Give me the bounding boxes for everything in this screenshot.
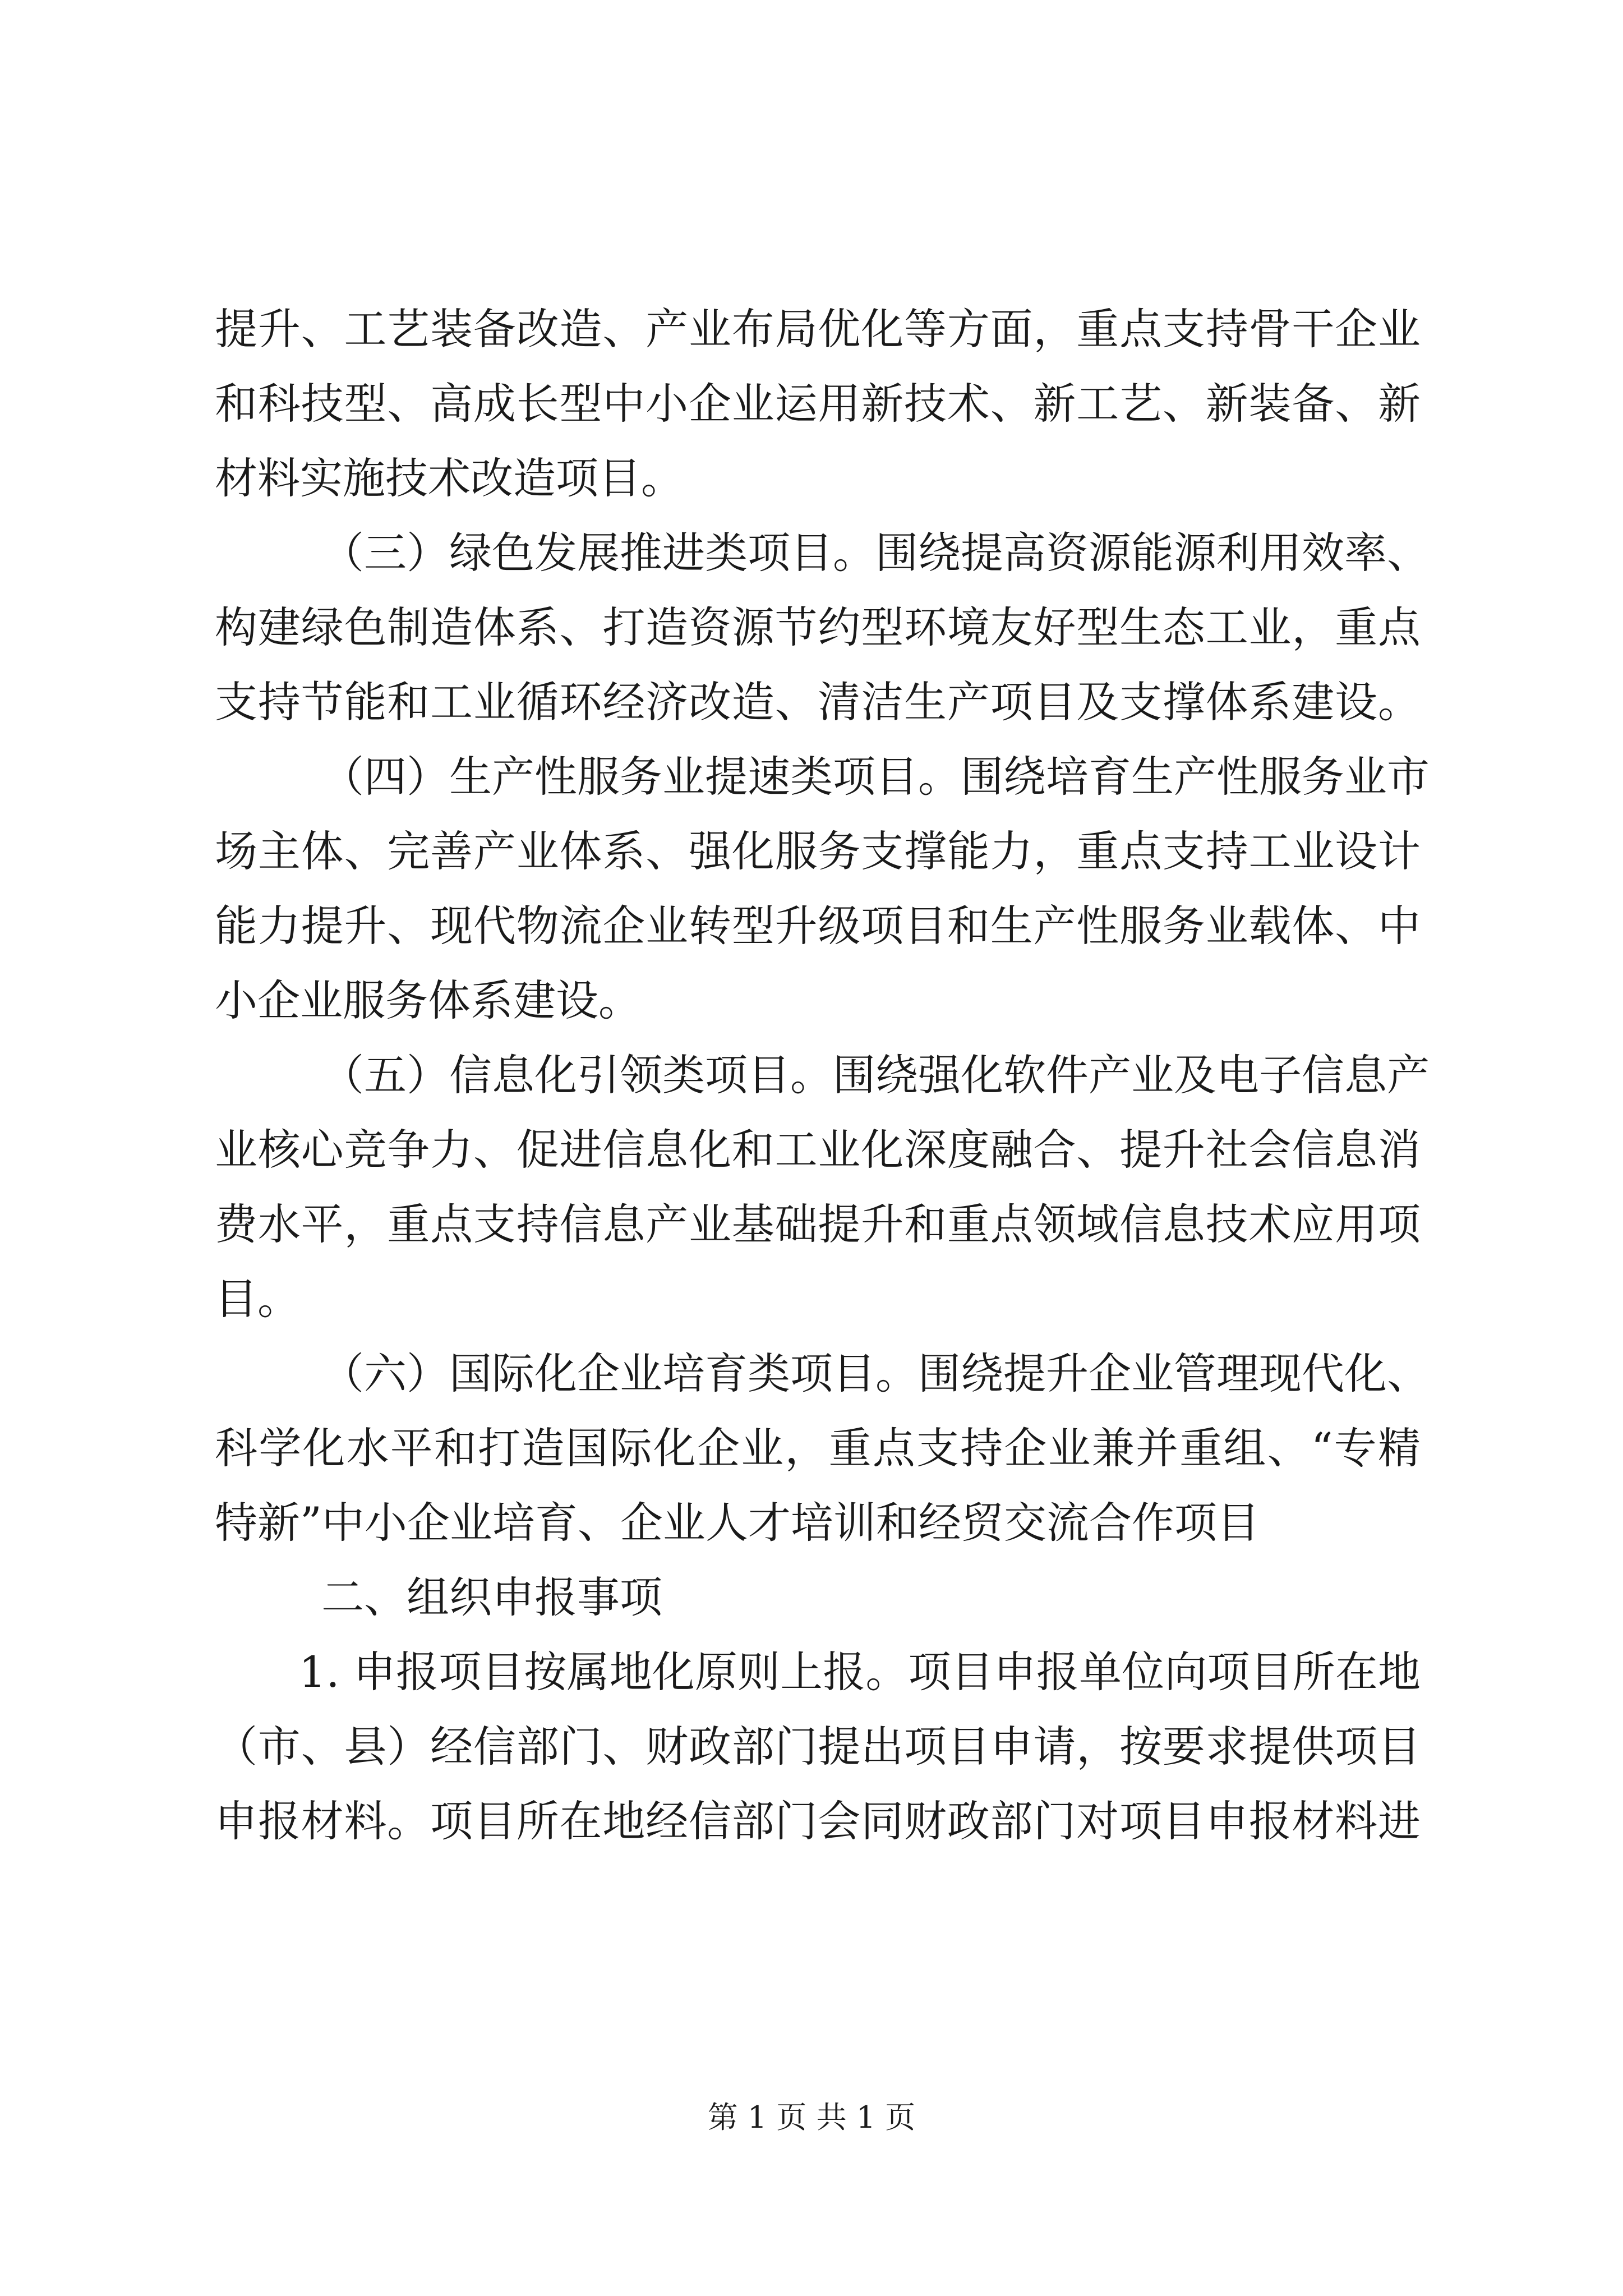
text-line: 申报材料。项目所在地经信部门会同财政部门对项目申报材料进 (215, 1796, 1421, 1846)
paragraph-internationalization (215, 1336, 1430, 1560)
text-line: （六）国际化企业培育类项目。围绕提升企业管理现代化、 (321, 1349, 1430, 1398)
paragraph-continuation (215, 292, 1421, 516)
text-line: 小企业服务体系建设。 (215, 976, 641, 1025)
text-line: 业核心竞争力、促进信息化和工业化深度融合、提升社会信息消 (215, 1125, 1421, 1175)
paragraph-informatization (215, 1038, 1430, 1336)
text-line: （四）生产性服务业提速类项目。围绕培育生产性服务业市 (321, 752, 1430, 802)
text-line: 1. 申报项目按属地化原则上报。项目申报单位向项目所在地 (299, 1647, 1421, 1697)
text-line: 费水平，重点支持信息产业基础提升和重点领域信息技术应用项 (215, 1199, 1421, 1249)
text-line: 科学化水平和打造国际化企业，重点支持企业兼并重组、“专精 (215, 1423, 1421, 1473)
text-line: （三）绿色发展推进类项目。围绕提高资源能源利用效率、 (321, 528, 1430, 578)
text-line: 特新”中小企业培育、企业人才培训和经贸交流合作项目 (215, 1498, 1260, 1548)
section-heading (215, 1560, 1421, 1635)
text-line: 材料实施技术改造项目。 (215, 453, 684, 503)
text-line: 目。 (215, 1274, 300, 1324)
document-body (215, 292, 1430, 1858)
heading-text: 二、组织申报事项 (321, 1572, 662, 1622)
paragraph-green-development (215, 516, 1430, 739)
text-line: 场主体、完善产业体系、强化服务支撑能力，重点支持工业设计 (215, 826, 1421, 876)
text-line: 支持节能和工业循环经济改造、清洁生产项目及支撑体系建设。 (215, 677, 1421, 727)
paragraph-producer-services (215, 739, 1430, 1038)
text-line: 能力提升、现代物流企业转型升级项目和生产性服务业载体、中 (215, 901, 1421, 951)
text-line: （五）信息化引领类项目。围绕强化软件产业及电子信息产 (321, 1050, 1430, 1100)
page-footer (0, 2098, 1623, 2137)
text-line: 和科技型、高成长型中小企业运用新技术、新工艺、新装备、新 (215, 379, 1421, 429)
text-line: 构建绿色制造体系、打造资源节约型环境友好型生态工业，重点 (215, 602, 1421, 652)
paragraph-item-1 (215, 1635, 1421, 1858)
text-line: （市、县）经信部门、财政部门提出项目申请，按要求提供项目 (215, 1722, 1421, 1772)
text-line: 提升、工艺装备改造、产业布局优化等方面，重点支持骨干企业 (215, 304, 1421, 354)
page-number-label: 第 1 页 共 1 页 (707, 2100, 916, 2135)
